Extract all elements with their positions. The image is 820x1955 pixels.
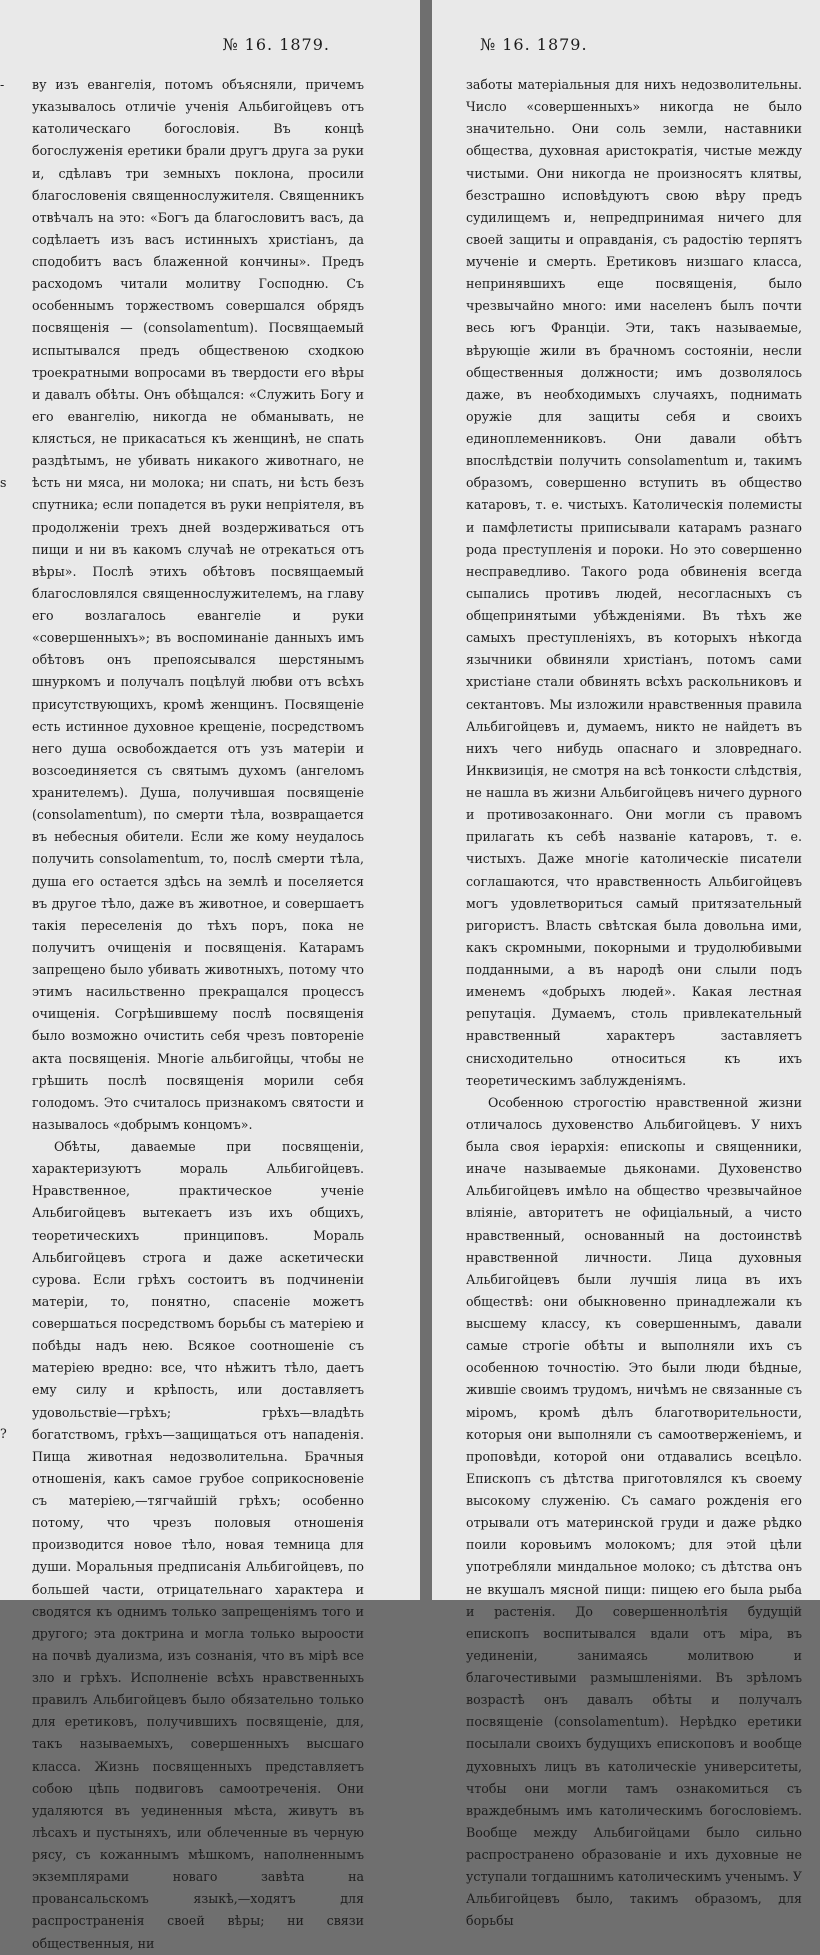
- gutter-mark: [0, 627, 10, 649]
- gutter-mark: [0, 406, 10, 428]
- gutter-mark: [0, 207, 10, 229]
- gutter-mark: [0, 1113, 10, 1135]
- gutter-mark: [0, 671, 10, 693]
- gutter-mark: [0, 229, 10, 251]
- gutter-mark: [0, 958, 10, 980]
- gutter-mark: [0, 804, 10, 826]
- gutter-mark: [0, 1467, 10, 1489]
- gutter-mark: [0, 1135, 10, 1157]
- gutter-mark: [0, 1356, 10, 1378]
- gutter-mark: [0, 1003, 10, 1025]
- right-page-text-column: [466, 74, 802, 1933]
- gutter-mark: [0, 1268, 10, 1290]
- gutter-mark: [0, 1334, 10, 1356]
- gutter-mark: [0, 1157, 10, 1179]
- gutter-mark: s: [0, 474, 7, 490]
- gutter-mark: [0, 428, 10, 450]
- gutter-mark: [0, 1378, 10, 1400]
- gutter-mark: [0, 980, 10, 1002]
- gutter-mark: [0, 759, 10, 781]
- left-paragraph-1: ву изъ евангелія, потомъ объясняли, причемъ указывалось отличіе ученія Альбигойцевъ отъ католическаго богословія. Въ концѣ богослуженія еретики брали другъ друга за руки и, сдѣлавъ три земныхъ поклона, просили благословенія священнослужителя. Священникъ отвѣчалъ на это: «Богъ да благословитъ васъ, да содѣлаетъ изъ васъ истинныхъ христіанъ, да сподобитъ васъ блаженной кончины». Предъ расходомъ читали молитву Господню. Съ особеннымъ торжествомъ совершался обрядъ посвященія — (consolamentum). Посвящаемый испытывался предъ общественою сходкою троекратными вопросами въ твердости его вѣры и давалъ обѣты. Онъ обѣщался: «Служить Богу и его евангелію, никогда не обманывать, не клясться, не прикасаться къ женщинѣ, не спать раздѣтымъ, не убивать никакого животнаго, не ѣсть ни мяса, ни молока; ни спать, ни ѣсть безъ спутника; если попадется въ руки непріятеля, въ продолженіи трехъ дней воздерживаться отъ пищи и ни въ какомъ случаѣ не отрекаться отъ вѣры». Послѣ этихъ обѣтовъ посвящаемый благословлялся священнослужителемъ, на главу его возлагалось евангеліе и руки «совершенныхъ»; въ воспоминаніе данныхъ имъ обѣтовъ онъ препоясывался шерстянымъ шнуркомъ и получалъ поцѣлуй любви отъ всѣхъ присутствующихъ, кромѣ женщинъ. Посвященіе есть истинное духовное крещеніе, посредствомъ него душа освобождается отъ узъ матеріи и возсоединяется съ святымъ духомъ (ангеломъ хранителемъ). Душа, получившая посвященіе (consolamentum), по смерти тѣла, возвращается въ небесныя обители. Если же кому неудалось получить consolamentum, то, послѣ смерти тѣла, душа его остается здѣсь на землѣ и поселяется въ другое тѣло, даже въ животное, и совершаетъ такія переселенія до тѣхъ поръ, пока не получитъ очищенія и посвященія. Катарамъ запрещено было убивать животныхъ, потому что этимъ насильственно прекращался процессъ очищенія. Согрѣшившему послѣ посвященія было возможно очистить себя чрезъ повтореніе акта посвященія. Многіе альбигойцы, чтобы не грѣшить послѣ посвященія морили себя голодомъ. Это считалось признакомъ святости и называлось «добрымъ концомъ».: [32, 77, 364, 1132]
- gutter-mark: [0, 516, 10, 538]
- gutter-mark: [0, 782, 10, 804]
- gutter-mark: [0, 1069, 10, 1091]
- gutter-mark: [0, 162, 10, 184]
- gutter-mark: ?: [0, 1425, 7, 1441]
- gutter-mark: [0, 1511, 10, 1533]
- gutter-mark: [0, 361, 10, 383]
- gutter-mark: [0, 384, 10, 406]
- gutter-mark: [0, 870, 10, 892]
- gutter-mark: [0, 1401, 10, 1423]
- right-page-header: № 16. 1879.: [480, 35, 588, 54]
- gutter-mark: [0, 317, 10, 339]
- gutter-mark: [0, 1246, 10, 1268]
- right-paragraph-1: заботы матеріальныя для нихъ недозволительны. Число «совершенныхъ» никогда не было значительно. Они соль земли, наставники общества, духовная аристократія, чистые между чистыми. Они никогда не произносятъ клятвы, безстрашно исповѣдуютъ свою вѣру предъ судилищемъ и, непредпринимая ничего для своей защиты и оправданія, съ радостію терпятъ мученіе и смерть. Еретиковъ низшаго класса, непринявшихъ еще посвященія, было чрезвычайно много: ими населенъ былъ почти весь югъ Франціи. Эти, такъ называемые, вѣрующіе жили въ брачномъ состояніи, несли общественныя должности; имъ дозволялось даже, въ необходимыхъ случаяхъ, поднимать оружіе для защиты себя и своихъ единоплеменниковъ. Они давали обѣтъ впослѣдствіи получить consolamentum и, такимъ образомъ, совершенно вступить въ общество катаровъ, т. е. чистыхъ. Католическія полемисты и памфлетисты приписывали катарамъ разнаго рода преступленія и пороки. Но это совершенно несправедливо. Такого рода обвиненія всегда сыпались противъ людей, несогласныхъ съ общепринятыми убѣжденіями. Въ тѣхъ же самыхъ преступленіяхъ, въ которыхъ нѣкогда язычники обвиняли христіанъ, потомъ сами христіане стали обвинять всѣхъ раскольниковъ и сектантовъ. Мы изложили нравственныя правила Альбигойцевъ и, думаемъ, никто не найдетъ въ нихъ чего нибудь опаснаго и зловреднаго. Инквизиція, не смотря на всѣ тонкости слѣдствія, не нашла въ жизни Альбигойцевъ ничего дурного и противозаконнаго. Они могли съ правомъ прилагать къ себѣ названіе катаровъ, т. е. чистыхъ. Даже многіе католическіе писатели соглашаются, что нравственность Альбигойцевъ могъ удовлетвориться самый притязательный ригористъ. Власть свѣтская была довольна ими, какъ скромными, покорными и трудолюбивыми подданными, а въ народѣ они слыли подъ именемъ «добрыхъ людей». Какая лестная репутація. Думаемъ, столь привлекательный нравственный характеръ заставляетъ снисходительно относиться къ ихъ теоретическимъ заблужденіямъ.: [466, 77, 802, 1088]
- gutter-mark: [0, 693, 10, 715]
- gutter-mark: [0, 583, 10, 605]
- gutter-mark: [0, 848, 10, 870]
- gutter-mark: [0, 450, 10, 472]
- gutter-mark: [0, 649, 10, 671]
- gutter-mark: [0, 936, 10, 958]
- left-gutter-marks: [0, 74, 10, 1533]
- gutter-mark: [0, 1091, 10, 1113]
- gutter-mark: [0, 185, 10, 207]
- gutter-mark: [0, 1202, 10, 1224]
- gutter-mark: [0, 560, 10, 582]
- gutter-mark: [0, 273, 10, 295]
- gutter-mark: [0, 1179, 10, 1201]
- gutter-mark: [0, 892, 10, 914]
- gutter-mark: [0, 1224, 10, 1246]
- gutter-mark: [0, 1312, 10, 1334]
- right-page: [432, 0, 820, 1929]
- gutter-mark: [0, 1025, 10, 1047]
- gutter-mark: [0, 605, 10, 627]
- gutter-mark: [0, 1047, 10, 1069]
- gutter-mark: [0, 494, 10, 516]
- gutter-mark: [0, 251, 10, 273]
- left-page-text-column: [32, 74, 364, 1955]
- gutter-mark: [0, 1290, 10, 1312]
- gutter-mark: [0, 715, 10, 737]
- gutter-mark: [0, 1489, 10, 1511]
- gutter-mark: [0, 538, 10, 560]
- left-paragraph-2: Обѣты, даваемые при посвященіи, характеризуютъ мораль Альбигойцевъ. Нравственное, практическое ученіе Альбигойцевъ вытекаетъ изъ ихъ общихъ, теоретическихъ принциповъ. Мораль Альбигойцевъ строга и даже аскетически сурова. Если грѣхъ состоитъ въ подчиненіи матеріи, то, понятно, спасеніе можетъ совершаться посредствомъ борьбы съ матеріею и побѣды надъ нею. Всякое соотношеніе съ матеріею вредно: все, что нѣжитъ тѣло, даетъ ему силу и крѣпость, или доставляетъ удовольствіе—грѣхъ; грѣхъ—владѣть богатствомъ, грѣхъ—защищаться отъ нападенія. Пища животная недозволительна. Брачныя отношенія, какъ самое грубое соприкосновеніе съ матеріею,—тягчайшій грѣхъ; особенно потому, что чрезъ половыя отношенія производится новое тѣло, новая темница для души. Моральныя предписанія Альбигойцевъ, по большей части, отрицательнаго характера и сводятся къ однимъ только запрещеніямъ того и другого; эта доктрина и могла только выроости на почвѣ дуализма, изъ сознанія, что въ мірѣ все зло и грѣхъ. Исполненіе всѣхъ нравственныхъ правилъ Альбигойцевъ было обязательно только для еретиковъ, получившихъ посвященіе, для, такъ называемыхъ, совершенныхъ высшаго класса. Жизнь посвященныхъ представляетъ собою цѣпь подвиговъ самоотреченія. Они удаляются въ уединенныя мѣста, живутъ въ лѣсахъ и пустыняхъ, или облеченные въ черную рясу, съ кожаннымъ мѣшкомъ, наполненнымъ экземплярами новаго завѣта на провансальскомъ языкѣ,—ходятъ для распространенія своей вѣры; ни связи общественныя, ни: [32, 1139, 364, 1951]
- gutter-mark: [0, 140, 10, 162]
- gutter-mark: [0, 118, 10, 140]
- left-page-header: № 16. 1879.: [222, 35, 330, 54]
- gutter-mark: [0, 826, 10, 848]
- gutter-mark: [0, 96, 10, 118]
- gutter-mark: [0, 339, 10, 361]
- gutter-mark: [0, 1445, 10, 1467]
- gutter-mark: -: [0, 77, 5, 92]
- gutter-mark: [0, 914, 10, 936]
- right-paragraph-2: Особенною строгостію нравственной жизни отличалось духовенство Альбигойцевъ. У нихъ была своя іерархія: епископы и священники, иначе называемые дьяконами. Духовенство Альбигойцевъ имѣло на общество чрезвычайное вліяніе, авторитетъ не офиціальный, а чисто нравственный, основанный на достоинствѣ нравственной личности. Лица духовныя Альбигойцевъ были лучшія лица въ ихъ обществѣ: они обыкновенно принадлежали къ высшему классу, къ совершеннымъ, давали самые строгіе обѣты и выполняли ихъ съ особенною точностію. Это были люди бѣдные, жившіе своимъ трудомъ, ничѣмъ не связанные съ міромъ, кромѣ дѣлъ благотворительности, которыя они выполняли съ самоотверженіемъ, и проповѣди, которой они отдавались всецѣло. Епископъ съ дѣтства приготовлялся къ своему высокому служенію. Съ самаго рожденія его отрывали отъ материнской груди и даже рѣдко поили коровьимъ молокомъ; для этой цѣли употребляли миндальное молоко; съ дѣтства онъ не вкушалъ мясной пищи: пищею его была рыба и растенія. До совершеннолѣтія будущій епископъ воспитывался вдали отъ міра, въ уединеніи, занимаясь молитвою и благочестивыми размышленіями. Въ зрѣломъ возрастѣ онъ давалъ обѣты и получалъ посвященіе (consolamentum). Нерѣдко еретики посылали своихъ будущихъ епископовъ и вообще духовныхъ лицъ въ католическіе университеты, чтобы они могли тамъ ознакомиться съ враждебнымъ имъ католическимъ богословіемъ. Вообще между Альбигойцами было сильно распространено образованіе и ихъ духовные не уступали тогдашнимъ католическимъ ученымъ. У Альбигойцевъ было, такимъ образомъ, для борьбы: [466, 1094, 802, 1929]
- gutter-mark: [0, 737, 10, 759]
- gutter-mark: [0, 295, 10, 317]
